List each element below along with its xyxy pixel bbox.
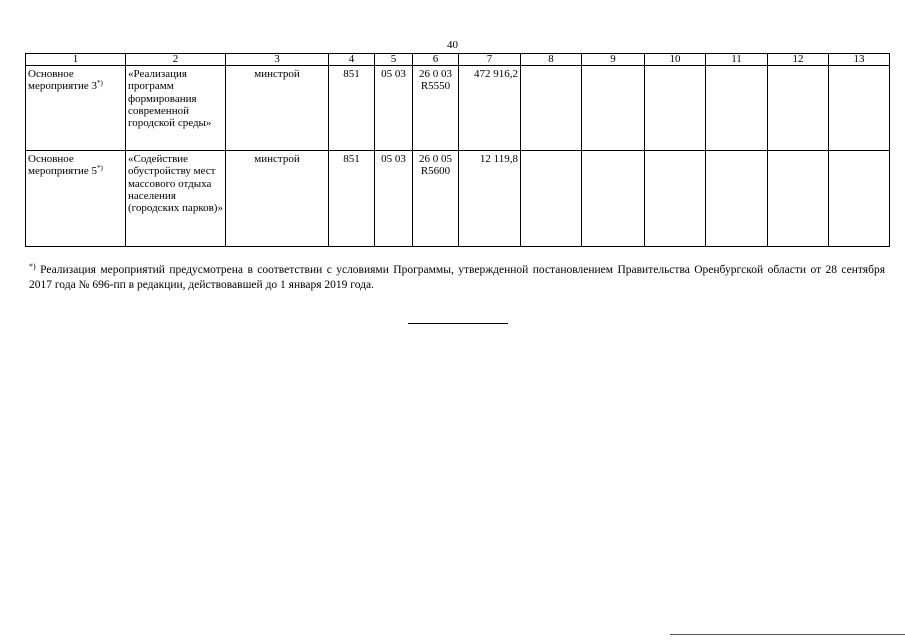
header-cell: 7 (459, 54, 521, 66)
empty-cell (768, 151, 829, 247)
header-cell: 12 (768, 54, 829, 66)
empty-cell (645, 66, 706, 151)
target-article: 26 0 03 R5550 (413, 66, 459, 151)
page-number: 40 (447, 39, 458, 51)
header-cell: 13 (829, 54, 890, 66)
table-header-row (26, 54, 890, 66)
footnote-mark: *) (29, 262, 36, 271)
header-cell: 6 (413, 54, 459, 66)
header-cell: 11 (706, 54, 768, 66)
header-cell: 1 (26, 54, 126, 66)
footnote-reference: *) (97, 79, 103, 88)
empty-cell (521, 151, 582, 247)
empty-cell (521, 66, 582, 151)
measure-title: «Реализация программ формирования современной городской среды» (126, 66, 226, 151)
header-cell: 2 (126, 54, 226, 66)
bottom-edge-line (670, 634, 905, 635)
header-cell: 10 (645, 54, 706, 66)
empty-cell (645, 151, 706, 247)
header-cell: 4 (329, 54, 375, 66)
table-row (26, 151, 890, 247)
measure-title: «Содействие обустройству мест массового отдыха населения (городских парков)» (126, 151, 226, 247)
measure-name-cell (26, 66, 126, 151)
agency: минстрой (226, 151, 329, 247)
agency: минстрой (226, 66, 329, 151)
footnote (29, 263, 885, 293)
empty-cell (706, 151, 768, 247)
section: 05 03 (375, 66, 413, 151)
header-cell: 9 (582, 54, 645, 66)
header-cell: 5 (375, 54, 413, 66)
empty-cell (829, 66, 890, 151)
empty-cell (582, 151, 645, 247)
code: 851 (329, 66, 375, 151)
amount: 12 119,8 (459, 151, 521, 247)
empty-cell (829, 151, 890, 247)
header-cell: 8 (521, 54, 582, 66)
measure-name-cell (26, 151, 126, 247)
header-cell: 3 (226, 54, 329, 66)
footnote-text: Реализация мероприятий предусмотрена в соответствии с условиями Программы, утвержденной постановлением Правительства Оренбургской области от 28 сентября 2017 года № 696-пп в редакции, действовавшей до 1 января 2019 года. (29, 264, 885, 291)
separator-line (408, 323, 508, 324)
footnote-reference: *) (97, 164, 103, 173)
empty-cell (582, 66, 645, 151)
empty-cell (706, 66, 768, 151)
empty-cell (768, 66, 829, 151)
measure-name: Основное мероприятие 5 (28, 153, 98, 178)
code: 851 (329, 151, 375, 247)
section: 05 03 (375, 151, 413, 247)
program-table (25, 53, 890, 247)
target-article: 26 0 05 R5600 (413, 151, 459, 247)
amount: 472 916,2 (459, 66, 521, 151)
table-row (26, 66, 890, 151)
measure-name: Основное мероприятие 3 (28, 68, 98, 93)
